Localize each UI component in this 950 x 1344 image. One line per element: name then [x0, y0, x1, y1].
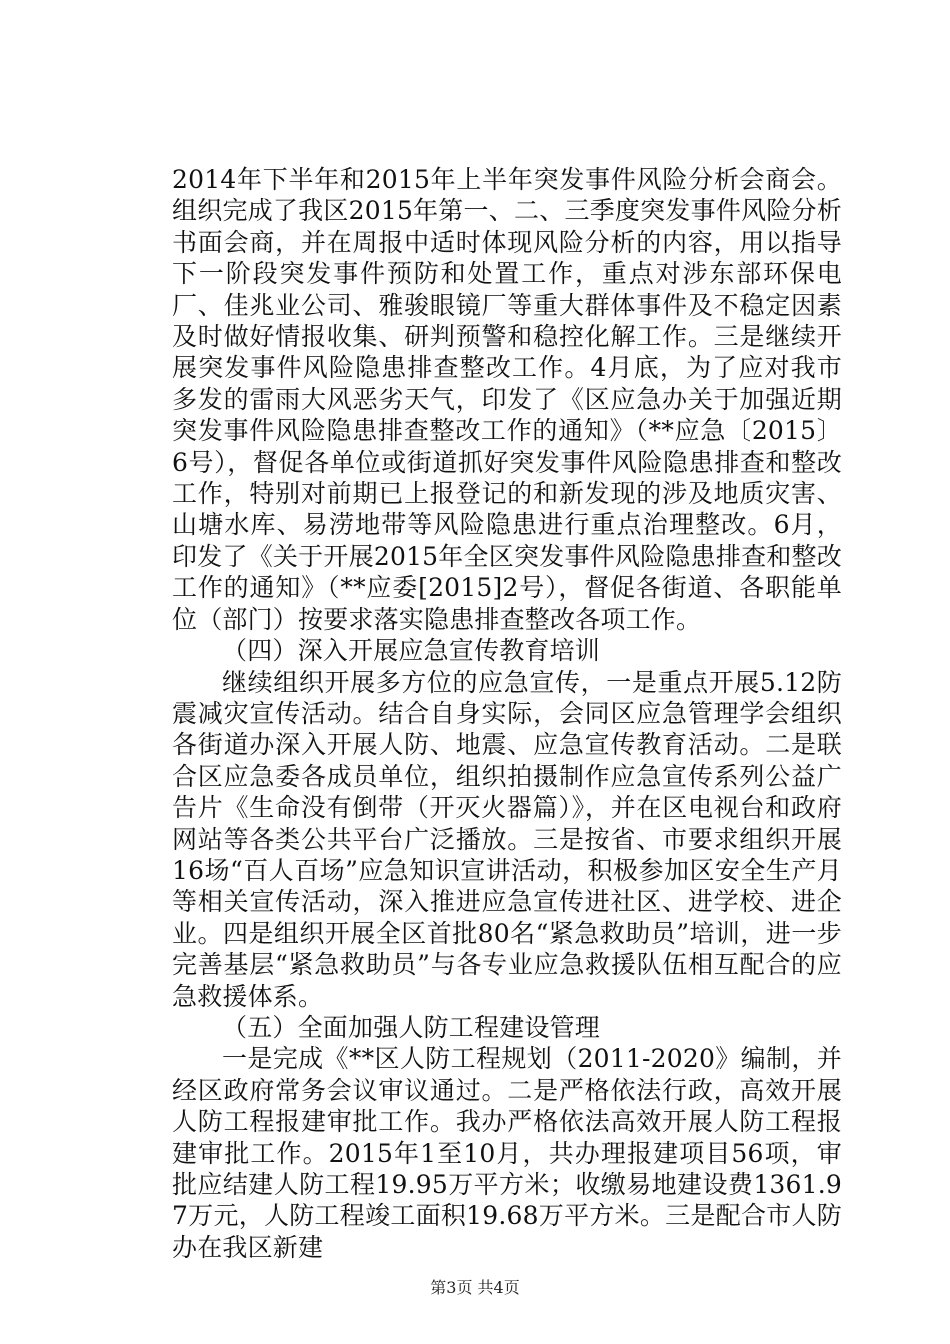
document-body — [172, 164, 842, 1263]
paragraph-risk-analysis: 2014年下半年和2015年上半年突发事件风险分析会商会。组织完成了我区2015年第一、二、三季度突发事件风险分析书面会商，并在周报中适时体现风险分析的内容，用以指导下一阶段突发事件预防和处置工作，重点对涉东部环保电厂、佳兆业公司、雅骏眼镜厂等重大群体事件及不稳定因素及时做好情报收集、研判预警和稳控化解工作。三是继续开展突发事件风险隐患排查整改工作。4月底，为了应对我市多发的雷雨大风恶劣天气，印发了《区应急办关于加强近期突发事件风险隐患排查整改工作的通知》（**应急〔2015〕6号），督促各单位或街道抓好突发事件风险隐患排查和整改工作，特别对前期已上报登记的和新发现的涉及地质灾害、山塘水库、易涝地带等风险隐患进行重点治理整改。6月，印发了《关于开展2015年全区突发事件风险隐患排查和整改工作的通知》（**应委[2015]2号），督促各街道、各职能单位（部门）按要求落实隐患排查整改各项工作。 — [172, 165, 842, 634]
section-heading-4: （四）深入开展应急宣传教育培训 — [222, 636, 601, 666]
paragraph-civil-defense: 一是完成《**区人防工程规划（2011-2020》编制，并经区政府常务会议审议通过。二是严格依法行政，高效开展人防工程报建审批工作。我办严格依法高效开展人防工程报建审批工作。2015年1至10月，共办理报建项目56项，审批应结建人防工程19.95万平方米；收缴易地建设费1361.97万元，人防工程竣工面积19.68万平方米。三是配合市人防办在我区新建 — [172, 1044, 842, 1262]
section-heading-5: （五）全面加强人防工程建设管理 — [222, 1012, 601, 1042]
page-footer: 第3页 共4页 — [430, 1278, 520, 1297]
paragraph-publicity-training: 继续组织开展多方位的应急宣传，一是重点开展5.12防震减灾宣传活动。结合自身实际，会同区应急管理学会组织各街道办深入开展人防、地震、应急宣传教育活动。二是联合区应急委各成员单位，组织拍摄制作应急宣传系列公益广告片《生命没有倒带（开灭火器篇）》，并在区电视台和政府网站等各类公共平台广泛播放。三是按省、市要求组织开展16场“百人百场”应急知识宣讲活动，积极参加区安全生产月等相关宣传活动，深入推进应急宣传进社区、进学校、进企业。四是组织开展全区首批80名“紧急救助员”培训，进一步完善基层“紧急救助员”与各专业应急救援队伍相互配合的应急救援体系。 — [172, 667, 842, 1011]
